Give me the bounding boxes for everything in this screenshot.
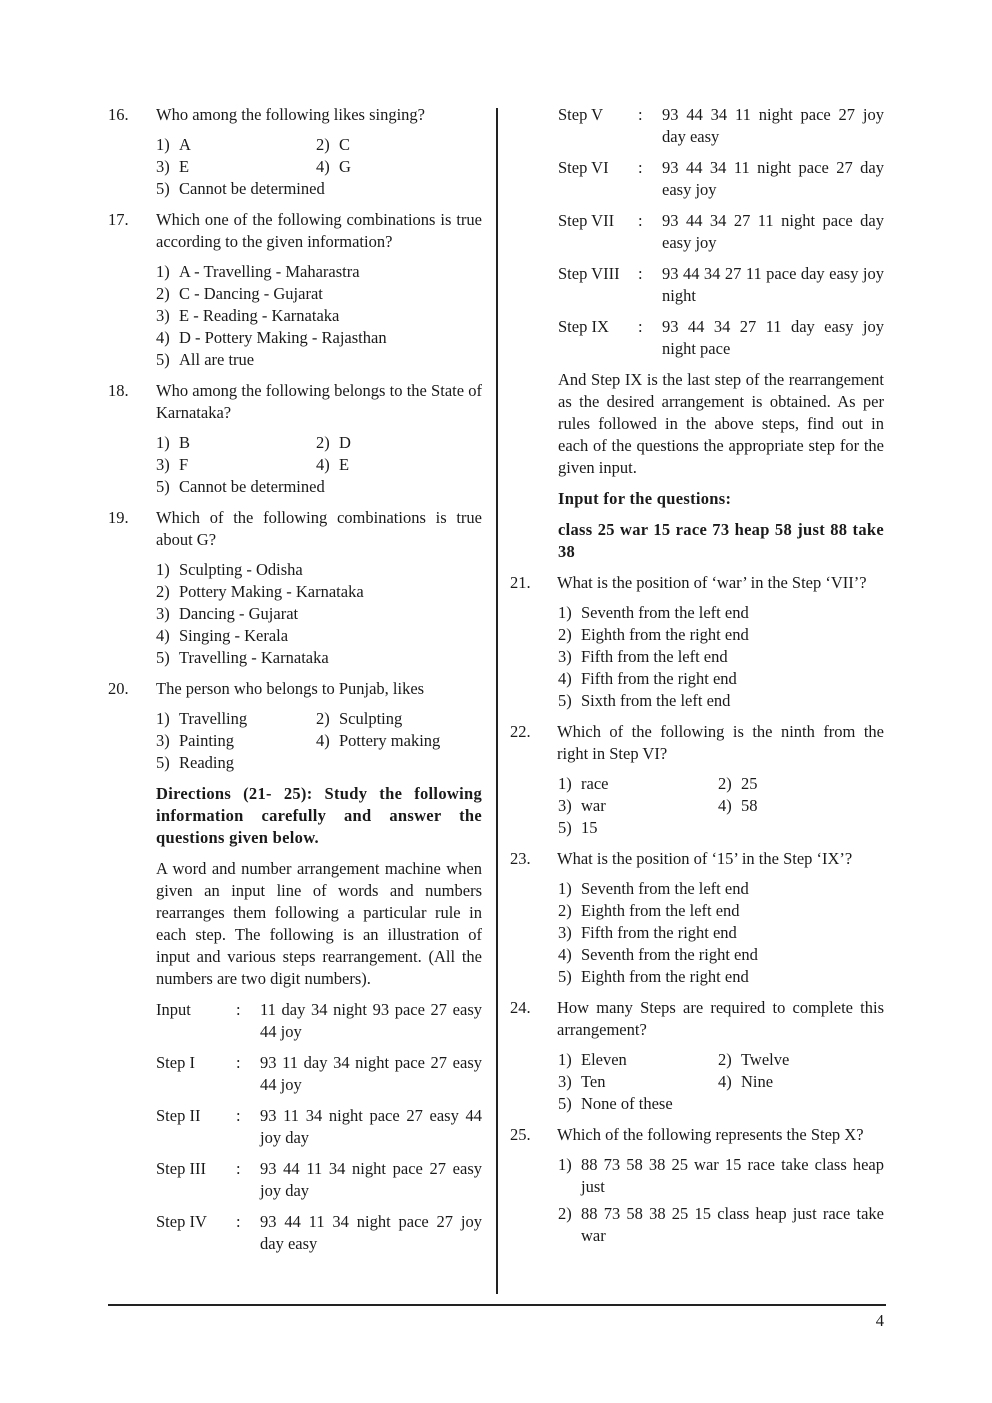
option-text: Eighth from the left end [581,901,740,920]
option-text: Dancing - Gujarat [179,604,299,623]
question-text: What is the position of ‘war’ in the Step ‘VII’? [557,573,867,592]
footer-rule [108,1304,886,1306]
question-number: 23. [510,849,531,868]
step-colon: : [638,211,643,230]
step-row [156,1211,482,1255]
option-text: Painting [179,731,235,750]
option-number: 4) [718,796,732,815]
option-text: All are true [179,350,255,369]
option-number: 3) [156,455,170,474]
options [156,559,482,669]
option-text: Nine [741,1072,774,1091]
option-text: E - Reading - Karnataka [179,306,340,325]
option-text: Twelve [741,1050,790,1069]
option [156,432,316,454]
option-text: A - Travelling - Maharastra [179,262,360,281]
option [316,454,349,476]
option [156,261,482,283]
question-text: Who among the following likes singing? [156,105,426,124]
option [558,878,884,900]
option [156,327,482,349]
step-value: 93 11 34 night pace 27 easy 44 joy day [260,1106,482,1147]
option-number: 4) [316,157,330,176]
option-row [156,134,482,156]
option-text: F [179,455,189,474]
option-text: Seventh from the left end [581,603,749,622]
step-value: 93 44 11 34 night pace 27 joy day easy [260,1212,482,1253]
step-label: Input [156,1000,191,1019]
option [156,647,482,669]
option [558,1203,884,1247]
step-label: Step II [156,1106,201,1125]
option [156,454,316,476]
option-text: C - Dancing - Gujarat [179,284,323,303]
input-heading: Input for the questions: [558,489,732,508]
question-text: Which of the following is the ninth from the right in Step VI? [557,722,884,763]
step-colon: : [236,1106,241,1125]
option-text: C [339,135,351,154]
option-number: 2) [156,284,170,303]
question-16 [108,104,482,126]
option-text: Travelling - Karnataka [179,648,329,667]
step-row [156,1105,482,1149]
arrangement-steps [156,999,482,1255]
option-number: 5) [156,477,170,496]
option-text: B [179,433,191,452]
option-text: 88 73 58 38 25 war 15 race take class heap just [581,1155,884,1196]
options [156,708,482,774]
question-23 [510,848,884,870]
option-text: Reading [179,753,234,772]
option [316,134,350,156]
option [558,795,718,817]
option-number: 5) [156,350,170,369]
option [156,134,316,156]
option [316,156,351,178]
step-label: Step VIII [558,264,620,283]
option-text: Pottery making [339,731,441,750]
option [558,668,884,690]
question-number: 25. [510,1125,531,1144]
question-22 [510,721,884,765]
option [558,900,884,922]
question-text: Which one of the following combinations is true according to the given information? [156,210,482,251]
option-number: 3) [156,604,170,623]
option [156,730,316,752]
step-label: Step V [558,105,604,124]
option [558,690,884,712]
option [156,708,316,730]
step-value: 93 44 11 34 night pace 27 easy joy day [260,1159,482,1200]
step-value: 93 11 day 34 night pace 27 easy 44 joy [260,1053,482,1094]
option-text: Sculpting - Odisha [179,560,303,579]
option-text: Seventh from the right end [581,945,758,964]
option-number: 5) [156,179,170,198]
question-number: 21. [510,573,531,592]
option-number: 4) [316,731,330,750]
step-label: Step IX [558,317,609,336]
option [718,773,758,795]
option-number: 4) [156,626,170,645]
option-text: Sixth from the left end [581,691,731,710]
option-text: race [581,774,609,793]
option [558,966,884,988]
option [156,156,316,178]
option-row [558,1049,884,1071]
option-text: Travelling [179,709,248,728]
question-19 [108,507,482,551]
question-text: What is the position of ‘15’ in the Step ‘IX’? [557,849,853,868]
option-number: 4) [156,328,170,347]
question-21 [510,572,884,594]
option-number: 5) [558,818,572,837]
step-colon: : [638,158,643,177]
option-number: 2) [718,1050,732,1069]
option-number: 2) [558,1204,572,1223]
option-number: 1) [558,879,572,898]
option-number: 1) [156,135,170,154]
option-number: 5) [156,753,170,772]
option [558,944,884,966]
left-column [108,104,482,1264]
option [156,581,482,603]
option-text: Pottery Making - Karnataka [179,582,364,601]
question-text: Who among the following belongs to the State of Karnataka? [156,381,482,422]
step-label: Step I [156,1053,195,1072]
step-label: Step IV [156,1212,207,1231]
step-label: Step VI [558,158,609,177]
option [558,1093,884,1115]
option-number: 3) [558,796,572,815]
option-number: 2) [316,135,330,154]
step-row [558,210,884,254]
option [718,795,758,817]
option-text: Singing - Kerala [179,626,289,645]
step-value: 93 44 34 27 11 night pace day easy joy [662,211,884,252]
option [558,817,884,839]
right-column [510,104,884,1256]
step-row [558,263,884,307]
option-number: 1) [558,603,572,622]
option-text: war [581,796,606,815]
option [156,752,482,774]
step-colon: : [638,264,643,283]
question-20 [108,678,482,700]
options [558,602,884,712]
option-number: 2) [558,901,572,920]
option-text: None of these [581,1094,673,1113]
page-number: 4 [875,1311,884,1330]
step-row [558,104,884,148]
option-number: 3) [156,157,170,176]
intro-paragraph: A word and number arrangement machine when given an input line of words and numbers rearranges them following a particular rule in each step. The following is an illustration of input and various steps rearrangement. (All the numbers are two digit numbers). [156,859,482,988]
step-colon: : [236,1212,241,1231]
option-text: E [179,157,190,176]
option-text: 15 [581,818,598,837]
question-number: 16. [108,105,129,124]
arrangement-steps [558,104,884,360]
option-number: 1) [156,709,170,728]
option-text: Cannot be determined [179,477,325,496]
step-value: 93 44 34 27 11 day easy joy night pace [662,317,884,358]
option-row [156,454,482,476]
option-number: 2) [558,625,572,644]
option-text: Eighth from the right end [581,967,749,986]
step-row [558,157,884,201]
option-row [558,773,884,795]
option-row [156,432,482,454]
option [558,1071,718,1093]
option-text: 25 [741,774,758,793]
option [558,1049,718,1071]
option-text: Fifth from the left end [581,647,728,666]
question-number: 18. [108,381,129,400]
option-text: 88 73 58 38 25 15 class heap just race take war [581,1204,884,1245]
options [558,1049,884,1115]
question-number: 24. [510,998,531,1017]
options [156,432,482,498]
option [558,773,718,795]
option-text: Eighth from the right end [581,625,749,644]
option [558,602,884,624]
option [156,305,482,327]
option [718,1049,789,1071]
option-number: 4) [558,669,572,688]
step-row [156,1158,482,1202]
step-value: 93 44 34 27 11 pace day easy joy night [662,264,884,305]
step-value: 93 44 34 11 night pace 27 joy day easy [662,105,884,146]
option-number: 1) [558,774,572,793]
step-colon: : [638,105,643,124]
question-number: 20. [108,679,129,698]
option-text: Seventh from the left end [581,879,749,898]
option-text: Fifth from the right end [581,923,737,942]
step-colon: : [638,317,643,336]
option-number: 1) [156,262,170,281]
option-text: 58 [741,796,758,815]
question-text: The person who belongs to Punjab, likes [156,679,425,698]
option-text: G [339,157,351,176]
option-number: 2) [316,709,330,728]
question-number: 17. [108,210,129,229]
option-number: 5) [558,691,572,710]
step-label: Step VII [558,211,615,230]
option-number: 3) [156,731,170,750]
option [156,625,482,647]
column-divider [496,108,498,1294]
option-number: 1) [558,1050,572,1069]
option-row [558,795,884,817]
question-number: 19. [108,508,129,527]
option-number: 1) [558,1155,572,1174]
step-colon: : [236,1000,241,1019]
step-row [558,316,884,360]
step-colon: : [236,1159,241,1178]
option-text: Fifth from the right end [581,669,737,688]
question-24 [510,997,884,1041]
option-number: 2) [316,433,330,452]
option-text: Cannot be determined [179,179,325,198]
option [156,603,482,625]
option-row [558,1071,884,1093]
question-number: 22. [510,722,531,741]
option [558,646,884,668]
option-text: Sculpting [339,709,403,728]
option-number: 1) [156,433,170,452]
options [156,261,482,371]
option-number: 5) [558,967,572,986]
option [156,349,482,371]
options [558,1154,884,1247]
option-number: 4) [558,945,572,964]
option-text: A [179,135,191,154]
option [156,559,482,581]
option-number: 2) [156,582,170,601]
option-number: 3) [558,923,572,942]
option [558,1154,884,1198]
option-text: D - Pottery Making - Rajasthan [179,328,387,347]
question-18 [108,380,482,424]
step-row [156,1052,482,1096]
question-17 [108,209,482,253]
option-text: E [339,455,350,474]
option [156,283,482,305]
question-25 [510,1124,884,1146]
options [156,134,482,200]
option [718,1071,773,1093]
option-number: 2) [718,774,732,793]
option-text: Ten [581,1072,606,1091]
option [316,730,440,752]
step-label: Step III [156,1159,206,1178]
option [558,922,884,944]
input-line: class 25 war 15 race 73 heap 58 just 88 take 38 [558,520,884,561]
option-number: 3) [156,306,170,325]
question-text: How many Steps are required to complete this arrangement? [557,998,884,1039]
step-colon: : [236,1053,241,1072]
options [558,878,884,988]
option [558,624,884,646]
options [558,773,884,839]
conclusion-paragraph: And Step IX is the last step of the rearrangement as the desired arrangement is obtained. As per rules followed in the above steps, find out in each of the questions the appropriate step for the given input. [558,370,884,477]
directions: Directions (21- 25): Study the following information carefully and answer the questions given below. [156,784,482,847]
option-number: 1) [156,560,170,579]
option-number: 5) [558,1094,572,1113]
question-text: Which of the following combinations is true about G? [156,508,482,549]
step-value: 11 day 34 night 93 pace 27 easy 44 joy [260,1000,482,1041]
option [156,178,482,200]
step-row [156,999,482,1043]
option [316,708,402,730]
option-row [156,708,482,730]
option-number: 3) [558,1072,572,1091]
question-text: Which of the following represents the Step X? [557,1125,864,1144]
option-number: 4) [316,455,330,474]
step-value: 93 44 34 11 night pace 27 day easy joy [662,158,884,199]
option [156,476,482,498]
option-number: 3) [558,647,572,666]
option-row [156,730,482,752]
option-row [156,156,482,178]
option [316,432,351,454]
option-number: 5) [156,648,170,667]
option-text: D [339,433,351,452]
option-text: Eleven [581,1050,627,1069]
option-number: 4) [718,1072,732,1091]
